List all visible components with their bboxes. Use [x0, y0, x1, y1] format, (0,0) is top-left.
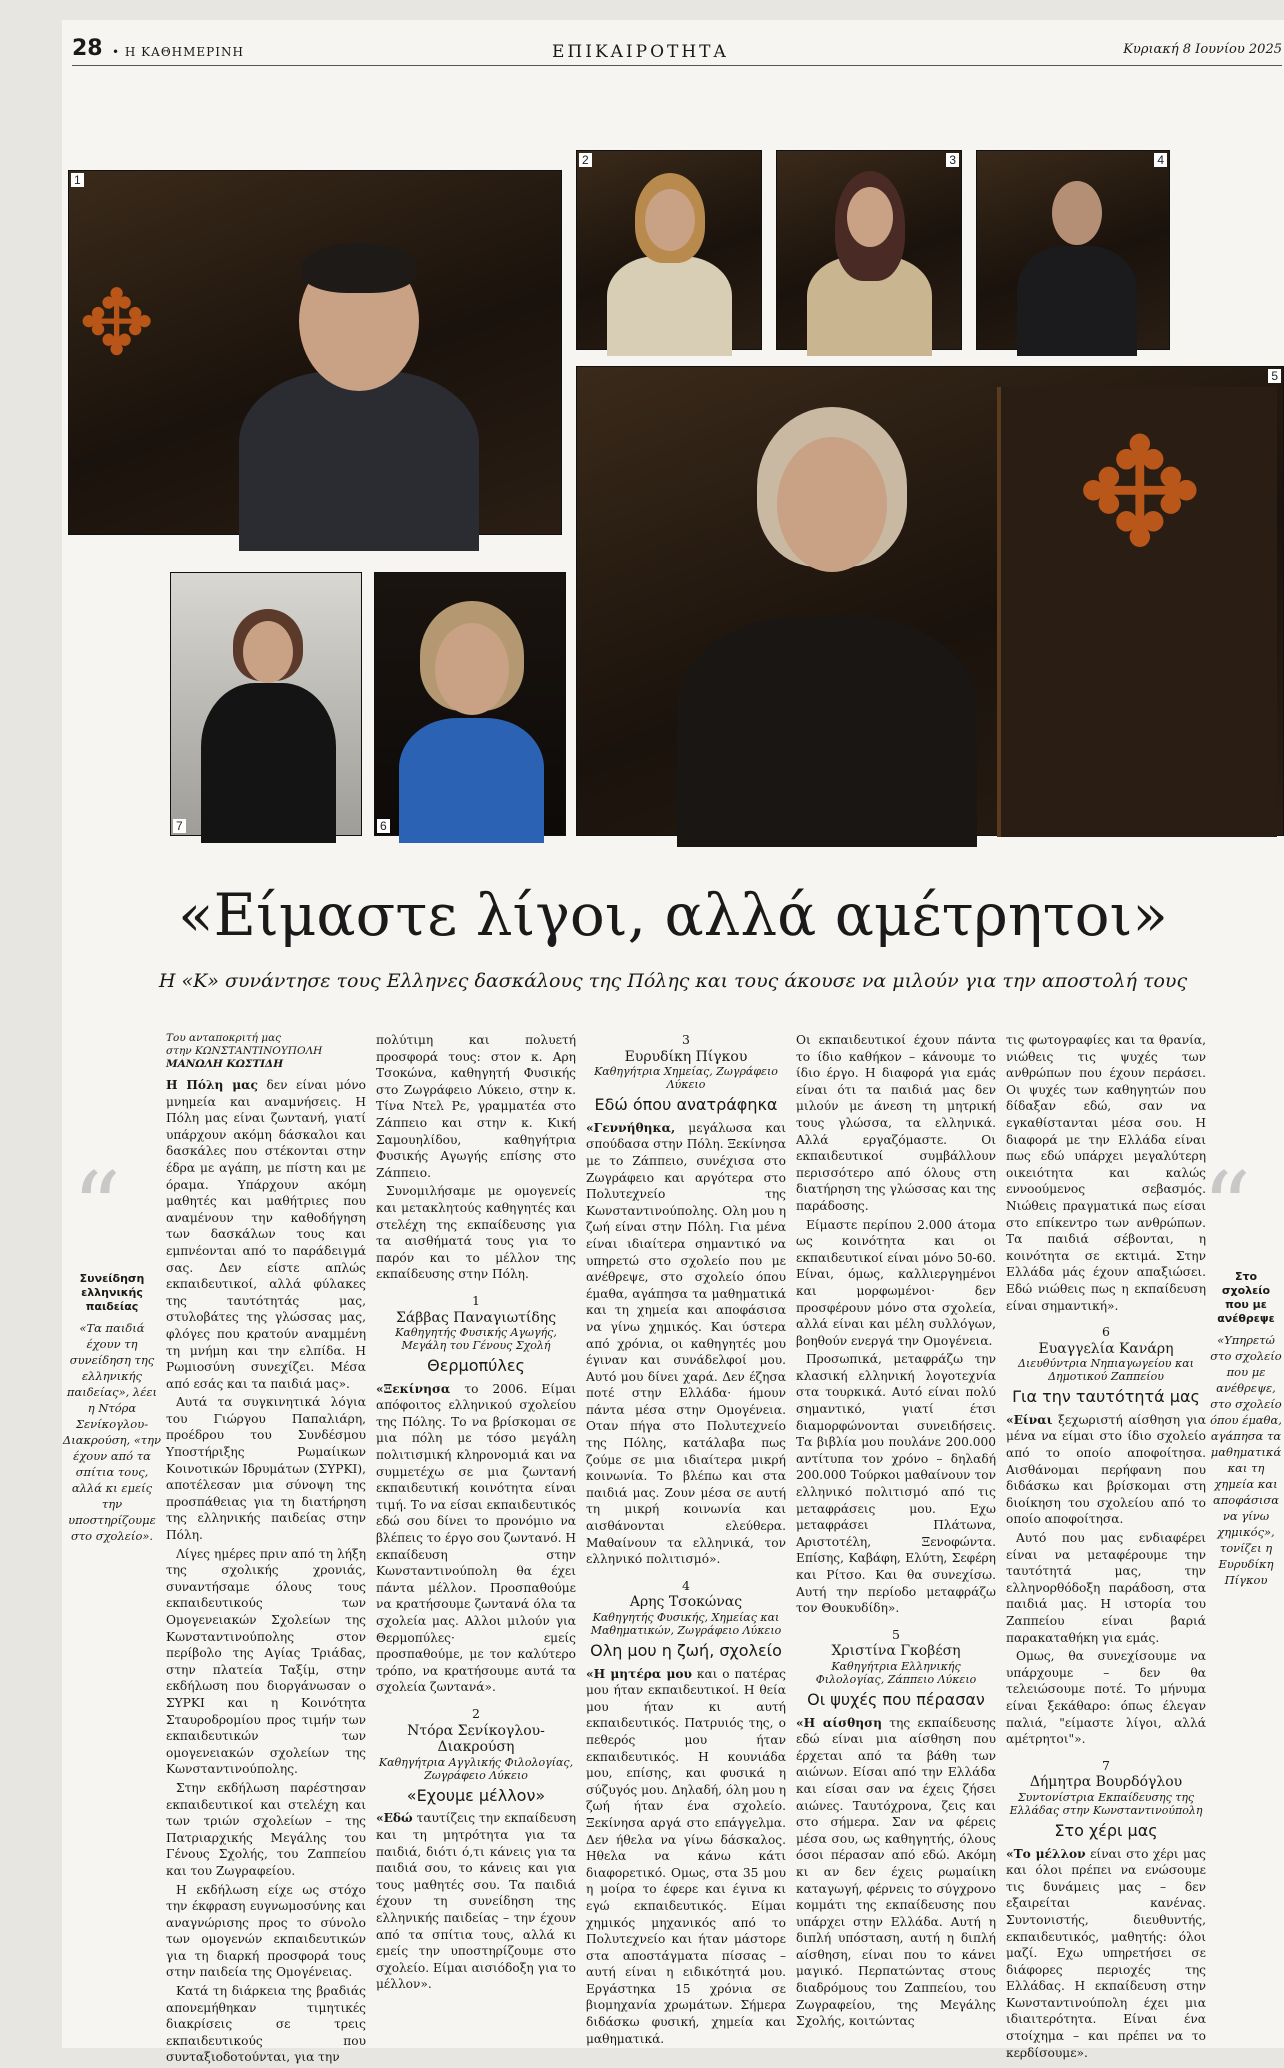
interviewee-role: Καθηγήτρια Ελληνικής Φιλολογίας, Ζάππειο Λύκειο: [815, 1659, 977, 1686]
lead-in: «Εδώ: [376, 1811, 413, 1826]
byline-line: στην ΚΩΝΣΤΑΝΤΙΝΟΥΠΟΛΗ: [166, 1045, 323, 1057]
photo-4: [976, 150, 1170, 350]
newspaper-page: [62, 20, 1284, 2065]
column-3: [586, 1032, 786, 2049]
photo-number: 2: [579, 153, 592, 167]
paragraph: Συνομιλήσαμε με ομογενείς και μετακλητούς καθηγητές και στελέχη της εκπαίδευσης για τα αισθήματά τους για το παρόν και το μέλλον της εκπαίδευσης στην Πόλη.: [376, 1184, 576, 1282]
photo-number: 6: [377, 819, 390, 833]
interviewee-role: Καθηγητής Φυσικής Αγωγής, Μεγάλη του Γένους Σχολή: [395, 1326, 557, 1353]
paragraph: Οι εκπαιδευτικοί έχουν πάντα το ίδιο καθήκον – κάνουμε το ίδιο έργο. Η διαφορά για εμάς είναι ότι τα παιδιά μας δεν μιλούν με άνεση τη μητρική τους γλώσσα, τα ελληνικά. Αλλά εργαζόμαστε. Οι εκπαιδευτικοί συμβάλλουν περισσότερο από όλους στη διατήρηση της γλώσσας και της παράδοσης.: [796, 1033, 996, 1213]
paragraph: [586, 1120, 786, 1568]
interview-title: Εδώ όπου ανατράφηκα: [594, 1095, 778, 1115]
person-body: [239, 371, 479, 551]
interviewee-role: Διευθύντρια Νηπιαγωγείου και Δημοτικού Ζαππείου: [1018, 1357, 1194, 1384]
person-head: [243, 621, 293, 683]
photo-5: [576, 366, 1284, 836]
interviewee-name: Ντόρα Σενίκογλου-Διακρούση: [407, 1722, 545, 1756]
paragraph-text: της εκπαίδευσης εδώ είναι μια αίσθηση που έρχεται από τα βάθη των αιώνων. Είσαι από την Ελλάδα και είσαι σαν να έχεις ζήσει αιώνες. Ταυτόχρονα, ζεις και στο σήμερα. Σαν να φέρεις μέσα σου, ως καθηγητής, όλους όσοι πέρασαν από εδώ. Ακόμη κι αν δεν έχεις ρωμαίικη καταγωγή, φέρνεις το σύγχρονο κομμάτι της εκπαίδευσης που υπάρχει στην Ελλάδα. Αυτή η διπλή υπόσταση, αυτή η διπλή αίσθηση, είναι που το κάνει μαγικό. Περπατώντας στους διαδρόμους του Ζαππείου, του Ζωγραφείου, της Μεγάλης Σχολής, κοιτώντας: [796, 1715, 996, 2029]
interviewee-name: Χριστίνα Γκοβέση: [831, 1643, 961, 1660]
interview-number: 5: [892, 1626, 900, 1642]
paper-title: Η ΚΑΘΗΜΕΡΙΝΗ: [124, 45, 244, 59]
interview-number: 6: [1102, 1324, 1110, 1340]
lead-in: «Η μητέρα μου: [586, 1666, 692, 1681]
lead-in: «Το μέλλον: [1006, 1846, 1086, 1861]
lead-in: «Ξεκίνησα: [376, 1381, 451, 1396]
person-head: [777, 437, 887, 572]
person-body: [607, 256, 732, 356]
paragraph: [166, 1077, 366, 1392]
column-4: [796, 1032, 996, 2032]
headline: «Είμαστε λίγοι, αλλά αμέτρητοι»: [178, 881, 1168, 949]
page-header: [72, 36, 1282, 66]
photo-7: [170, 572, 362, 836]
paragraph: [1006, 1846, 1206, 2062]
issue-date: Κυριακή 8 Ιουνίου 2025: [1123, 42, 1282, 57]
section-name: ΕΠΙΚΑΙΡΟΤΗΤΑ: [552, 42, 729, 62]
paragraph-text: το 2006. Είμαι απόφοιτος ελληνικού σχολείου της Πόλης. Το να βρίσκομαι σε μια πόλη με τόσο μεγάλη πολιτισμική κληρονομιά και να συμμετέχω σε μια ζωντανή εκπαιδευτική κοινότητα είναι τιμή. Το να είσαι εκπαιδευτικός εδώ σου δίνει το προνόμιο να βλέπεις το έργο σου ζωντανό. Η εκπαίδευση στην Κωνσταντινούπολη θα έχει πάντα μέλλον. Προσπαθούμε να κρατήσουμε ζωντανά όλα τα σχολεία μας. Αλλοι μιλούν για Θερμοπύλες· εμείς προσπαθούμε, με τον καλύτερο τρόπο, να κρατήσουμε αυτά τα σχολεία ζωντανά».: [376, 1381, 576, 1695]
lead-in: Η Πόλη μας: [166, 1078, 258, 1092]
quote-mark-icon: “: [72, 1152, 122, 1264]
paragraph: Προσωπικά, μεταφράζω την κλασική ελληνική λογοτεχνία στα τουρκικά. Αυτό είναι πολύ σημαντικό, γιατί έτσι διαμορφώνονται συνειδήσεις. Τα βιβλία μου πουλάνε 200.000 αντίτυπα τον χρόνο – δηλαδή 200.000 Τούρκοι μαθαίνουν τον ελληνικό πολιτισμό από τις μεταφράσεις μου. Εχω μεταφράσει Πλάτωνα, Αριστοτέλη, Ξενοφώντα. Επίσης, Καβάφη, Ελύτη, Σεφέρη και Ρίτσο. Και θα συνεχίσω. Αυτή την περίοδο μεταφράζω τον Θουκυδίδη».: [796, 1352, 996, 1616]
byline-author: ΜΑΝΩΛΗ ΚΩΣΤΙΔΗ: [166, 1058, 284, 1070]
pullquote-left: [62, 1272, 162, 1544]
paragraph: Αυτά τα συγκινητικά λόγια του Γιώργου Παπαλιάρη, προέδρου του Συνδέσμου Υποστήριξης Ρωμαίικων Κοινοτικών Ιδρυμάτων (ΣΥΡΚΙ), αποτέλεσαν μια σύνοψη της προσπάθειας για τη διατήρηση της ελληνικής παιδείας στην Πόλη.: [166, 1395, 366, 1543]
paragraph: Στην εκδήλωση παρέστησαν εκπαιδευτικοί και στελέχη και των τριών σχολείων – της Πατριαρχικής Μεγάλης του Γένους Σχολής, του Ζαππείου και του Ζωγραφείου.: [166, 1780, 366, 1878]
paragraph-text: μεγάλωσα και σπούδασα στην Πόλη. Ξεκίνησα με το Ζάππειο, συνέχισα στο Ζωγράφειο και αργότερα στο Πολυτεχνείο της Κωνσταντινούπολης. Ολη μου η ζωή είναι στην Πόλη. Για μένα είναι ιδιαίτερα σημαντικό να υπηρετώ στο σχολείο που με ανέθρεψε, στο σχολείο όπου έμαθα, αγάπησα τα μαθηματικά και τη χημεία και αποφάσισα να γίνω χημικός. Και ύστερα από χρόνια, οι καθηγητές μου έγιναν και συνάδελφοί μου. Αυτό μου δίνει χαρά. Δεν έζησα ποτέ στην Ελλάδα· ήμουν πάντα μέσα στην Ομογένεια. Οταν πήγα στο Πολυτεχνείο της Πόλης, κατάλαβα πως ζούμε σε μια ιδιαίτερα μικρή κοινωνία. Το βλέπω και στα παιδιά μας. Ζουν μέσα σε αυτή τη μικρή κοινωνία και αισθάνονται ελεύθερα. Μαθαίνουν τα ελληνικά, τον ελληνικό πολιτισμό».: [586, 1120, 786, 1567]
photo-1: [68, 170, 562, 535]
paragraph-text: δεν είναι μόνο μνημεία και αναμνήσεις. Η Πόλη μας είναι ζωντανή, γιατί υπάρχουν ακόμη δάσκαλοι και δασκάλες που στέκονται στην έδρα με αγάπη, με πίστη και με όραμα. Υπάρχουν ακόμη μαθητές και μαθήτριες που αναμένουν την καθοδήγηση των δασκάλων τους και εμπνέονται από το παράδειγμά σας. Δεν είστε απλώς εκπαιδευτικοί, αλλά φύλακες της ταυτότητάς μας, στυλοβάτες της γλώσσας μας, φλόγες που κρατούν αναμμένη τη μνήμη και την ελπίδα. Η Ρωμιοσύνη συνεχίζει. Μέσα από εσάς και τα παιδιά μας».: [166, 1078, 367, 1391]
photo-6: [374, 572, 566, 836]
interview-title: «Εχουμε μέλλον»: [406, 1785, 546, 1805]
photo-number: 3: [946, 153, 959, 167]
photo-number: 4: [1154, 153, 1167, 167]
interviewee-role: Συντονίστρια Εκπαίδευσης της Ελλάδας στην Κωνσταντινούπολη: [1009, 1790, 1203, 1817]
pullquote-text: «Υπηρετώ στο σχολείο που με ανέθρεψε, στο σχολείο όπου έμαθα, αγάπησα τα μαθηματικά και τη χημεία και αποφάσισα να γίνω χημικός», τονίζει η Ευρυδίκη Πίγκου: [1210, 1333, 1282, 1587]
lead-in: «Η αίσθηση: [796, 1715, 882, 1730]
photo-number: 5: [1268, 369, 1281, 383]
photo-2: [576, 150, 762, 350]
interview-title: Για την ταυτότητά μας: [1012, 1387, 1200, 1407]
interviewee-name: Σάββας Παναγιωτίδης: [395, 1309, 557, 1326]
person-body: [1017, 246, 1137, 356]
byline: [166, 1032, 366, 1071]
paragraph: Κατά τη διάρκεια της βραδιάς απονεμήθηκαν τιμητικές διακρίσεις σε τρεις εκπαιδευτικούς που συνταξιοδοτούνται, για την: [166, 1984, 366, 2065]
person-body: [201, 683, 336, 843]
paragraph-text: ταυτίζεις την εκπαίδευση και τη μητρότητα για τα παιδιά, διότι ό,τι κάνεις για τα παιδιά σου, το κάνεις και για τους μαθητές σου. Τα παιδιά έχουν τη συνείδηση της ελληνικής παιδείας – την έχουν από τα σπίτια τους, αλλά κι εμείς την υποστηρίζουμε στο σχολείο. Είμαι αισιόδοξη για το μέλλον».: [376, 1811, 576, 1992]
paragraph: [376, 1810, 576, 1993]
photo-3: [776, 150, 962, 350]
interviewee-name: Αρης Τσοκώνας: [629, 1594, 743, 1611]
paragraph: [586, 1666, 786, 2048]
paragraph: Λίγες ημέρες πριν από τη λήξη της σχολικής χρονιάς, συναντήσαμε όλους τους εκπαιδευτικούς των Ομογενειακών Σχολείων της Κωνσταντινούπολης στον περίβολο της Αγίας Τριάδας, στην πλατεία Ταξίμ, στην εκδήλωση που διοργάνωσαν ο ΣΥΡΚΙ και η Κοινότητα Σταυροδρομίου προς τιμήν των εκπαιδευτικών των ομογενειακών σχολείων της Κωνσταντινούπολης.: [166, 1546, 366, 1777]
interview-number: 2: [472, 1705, 480, 1721]
lead-in: «Γεννήθηκα,: [586, 1120, 676, 1135]
paragraph: Είμαστε περίπου 2.000 άτομα ως κοινότητα και οι εκπαιδευτικοί είναι μόνο 50-60. Είναι, όμως, καλλιεργημένοι και μορφωμένοι· δεν προσφέρουν μόνο στα σχολεία, αλλά είναι και μέλη συλλόγων, βοηθούν ενεργά την Ομογένεια.: [796, 1217, 996, 1348]
column-5: [1006, 1032, 1206, 2063]
interview-number: 7: [1102, 1757, 1110, 1773]
paragraph: Η εκδήλωση είχε ως στόχο την έκφραση ευγνωμοσύνης και αναγνώρισης προς το σύνολο των ομογενών εκπαιδευτικών για τη διαρκή προσφορά τους στην παιδεία της Ομογένειας.: [166, 1882, 366, 1980]
interview-title: Οι ψυχές που πέρασαν: [807, 1689, 985, 1709]
person-head: [1052, 181, 1102, 245]
page-number: 28: [72, 36, 103, 61]
interviewee-name: Ευαγγελία Κανάρη: [1038, 1340, 1174, 1357]
interviewee-role: Καθηγήτρια Χημείας, Ζωγράφειο Λύκειο: [594, 1065, 778, 1092]
interview-number: 1: [472, 1292, 480, 1308]
interview-number: 3: [682, 1032, 690, 1047]
subheadline: Η «Κ» συνάντησε τους Ελληνες δασκάλους της Πόλης και τους άκουσε να μιλούν για την αποστολή τους: [158, 970, 1188, 992]
byline-line: Του ανταποκριτή μας: [166, 1032, 282, 1044]
interviewee-name: Δήμητρα Βουρδόγλου: [1029, 1774, 1183, 1791]
interview-number: 4: [682, 1577, 690, 1593]
pullquote-right: [1210, 1270, 1282, 1588]
paragraph: [376, 1381, 576, 1696]
paragraph: τις φωτογραφίες και τα θρανία, νιώθεις τις ψυχές των ανθρώπων που έχουν περάσει. Οι ψυχές των καθηγητών που δίδαξαν εδώ, σαν να εγκαθίστανται μέσα σου. Η διαφορά με την Ελλάδα είναι πως εδώ υπάρχει μεγαλύτερη οικειότητα και καλώς εννοούμενος σεβασμός. Νιώθεις πραγματικά πως είσαι στο επίκεντρο των ανθρώπων. Τα παιδιά σέβονται, η κοινότητα σε εκτιμά. Στην Ελλάδα μάς έχουν απαξιώσει. Εδώ νιώθεις πως η εκπαίδευση είναι σημαντική».: [1006, 1033, 1206, 1313]
paragraph: Ομως, θα συνεχίσουμε να υπάρχουμε – δεν θα τελειώσουμε ποτέ. Το μήνυμα είναι ξεκάθαρο: όπως έλεγαν παλιά, "είμαστε λίγοι, αλλά αμέτρητοι"».: [1006, 1649, 1206, 1747]
interviewee-name: Ευρυδίκη Πίγκου: [624, 1048, 748, 1065]
paragraph-text: και ο πατέρας μου ήταν εκπαιδευτικοί. Η θεία μου ήταν κι αυτή εκπαιδευτικός. Πατρυιός της, ο πεθερός μου ήταν εκπαιδευτικός. Η κουνιάδα μου, επίσης, και φυσικά η σύζυγός μου. Δηλαδή, όλη μου η ζωή ήταν ένα σχολείο. Ξεκίνησα αργά στο επάγγελμα. Δεν ήθελα να γίνω δάσκαλος. Ηθελα να κάνω κάτι διαφορετικό. Ομως, στα 35 μου η μοίρα το έφερε και έγινα κι εγώ εκπαιδευτικός. Είμαι χημικός μηχανικός από το Πολυτεχνείο και ήταν μάστορε στα αποστάγματα πίσσας – αυτή είναι η ειδικότητά μου. Εργάστηκα 15 χρόνια σε βιομηχανία χρωμάτων. Σήμερα διδάσκω φυσική, χημεία και μαθηματικά.: [586, 1666, 787, 2046]
person-head: [435, 623, 509, 715]
paragraph-text: είναι στο χέρι μας και όλοι πρέπει να ενώσουμε τις δυνάμεις μας – δεν εξαιρείται κανένας. Συντονιστής, διευθυντής, εκπαιδευτικός, μαθητής: όλοι μαζί. Εχω υπηρετήσει σε διάφορες περιοχές της Ελλάδας. Η εκπαίδευση στην Κωνσταντινούπολη έχει μια ιδιαιτερότητα. Είναι ένα στοίχημα – και πρέπει να το κερδίσουμε».: [1006, 1846, 1206, 2060]
column-2: [376, 1032, 576, 1995]
person-body: [399, 718, 544, 843]
person-head: [847, 187, 893, 247]
paragraph-text: ξεχωριστή αίσθηση για μένα να είμαι στο ίδιο σχολείο από το οποίο αποφοίτησα. Αισθάνομαι περήφανη που διδάσκω και βρίσκομαι στη διοίκηση του σχολείου από το οποίο αποφοίτησα.: [1006, 1412, 1206, 1527]
person-head: [645, 189, 695, 251]
quote-mark-icon: “: [1202, 1152, 1252, 1264]
photo-number: 1: [71, 173, 84, 187]
paragraph: πολύτιμη και πολυετή προσφορά τους: στον κ. Αρη Τσοκώνα, καθηγητή Φυσικής στο Ζωγράφειο Λύκειο, στην κ. Τίνα Ντελ Ρε, γραμματέα στο Ζάππειο και στην κ. Κική Σαμουηλίδου, καθηγήτρια Φυσικής Αγωγής επίσης στο Ζάππειο.: [376, 1033, 576, 1180]
interview-title: Θερμοπύλες: [427, 1356, 525, 1376]
interviewee-role: Καθηγητής Φυσικής, Χημείας και Μαθηματικών, Ζωγράφειο Λύκειο: [590, 1611, 782, 1637]
person-hair: [301, 243, 417, 293]
paragraph: Αυτό που μας ενδιαφέρει είναι να μεταφέρουμε την ταυτότητά μας, την ελληνορθόδοξη παράδοση, στα παιδιά μας. Η ιστορία του Ζαππείου είναι βαριά παρακαταθήκη για εμάς.: [1006, 1531, 1206, 1645]
photo-number: 7: [173, 819, 186, 833]
pullquote-label: Στο σχολείο που με ανέθρεψε: [1217, 1270, 1275, 1325]
interview-title: Στο χέρι μας: [1054, 1820, 1158, 1840]
paragraph: [796, 1715, 996, 2030]
person-body: [677, 617, 977, 847]
interviewee-role: Καθηγήτρια Αγγλικής Φιλολογίας, Ζωγράφειο Λύκειο: [378, 1755, 574, 1782]
cross-ornament-icon: ✥: [79, 271, 155, 376]
interview-title: Ολη μου η ζωή, σχολείο: [590, 1641, 782, 1660]
pullquote-text: «Τα παιδιά έχουν τη συνείδηση της ελληνικής παιδείας», λέει η Ντόρα Σενίκογλου-Διακρούση, «την έχουν από τα σπίτια τους, αλλά κι εμείς την υποστηρίζουμε στο σχολείο».: [62, 1321, 162, 1543]
paper-name: • Η ΚΑΘΗΜΕΡΙΝΗ: [112, 45, 244, 59]
lead-in: «Είναι: [1006, 1412, 1053, 1427]
column-1: [166, 1032, 366, 2068]
pullquote-label: Συνείδηση ελληνικής παιδείας: [79, 1272, 145, 1313]
paragraph: [1006, 1412, 1206, 1528]
cross-ornament-icon: ✥: [1077, 407, 1203, 581]
